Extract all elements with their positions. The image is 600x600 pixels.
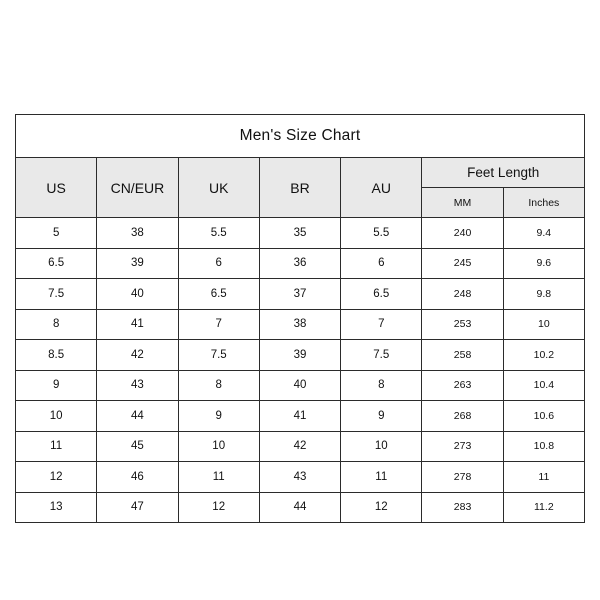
table-row: [16, 431, 585, 462]
cell-inches: 10: [503, 309, 584, 340]
cell-uk: 11: [178, 462, 259, 493]
cell-cn-eur: 38: [97, 218, 178, 249]
column-header-us: US: [16, 158, 97, 218]
cell-cn-eur: 40: [97, 279, 178, 310]
cell-au: 7.5: [341, 340, 422, 371]
cell-inches: 11.2: [503, 492, 584, 523]
cell-us: 10: [16, 401, 97, 432]
cell-cn-eur: 44: [97, 401, 178, 432]
table-row: [16, 309, 585, 340]
cell-br: 38: [259, 309, 340, 340]
column-header-uk: UK: [178, 158, 259, 218]
cell-br: 42: [259, 431, 340, 462]
cell-uk: 9: [178, 401, 259, 432]
table-header-row-primary: [16, 158, 585, 188]
cell-uk: 7: [178, 309, 259, 340]
cell-au: 6: [341, 248, 422, 279]
cell-mm: 258: [422, 340, 503, 371]
cell-cn-eur: 39: [97, 248, 178, 279]
cell-br: 44: [259, 492, 340, 523]
cell-inches: 9.8: [503, 279, 584, 310]
mens-size-chart-table: [15, 114, 585, 523]
column-header-cn-eur: CN/EUR: [97, 158, 178, 218]
cell-au: 5.5: [341, 218, 422, 249]
cell-cn-eur: 46: [97, 462, 178, 493]
cell-inches: 9.4: [503, 218, 584, 249]
cell-au: 11: [341, 462, 422, 493]
column-header-feet-length: Feet Length: [422, 158, 585, 188]
column-header-inches: Inches: [503, 188, 584, 218]
cell-inches: 10.4: [503, 370, 584, 401]
cell-br: 39: [259, 340, 340, 371]
cell-br: 40: [259, 370, 340, 401]
cell-mm: 263: [422, 370, 503, 401]
cell-mm: 268: [422, 401, 503, 432]
cell-mm: 283: [422, 492, 503, 523]
size-chart-container: [15, 114, 585, 523]
cell-au: 9: [341, 401, 422, 432]
cell-uk: 6.5: [178, 279, 259, 310]
page-title: Men's Size Chart: [16, 115, 585, 158]
table-row: [16, 279, 585, 310]
cell-au: 6.5: [341, 279, 422, 310]
cell-uk: 12: [178, 492, 259, 523]
cell-mm: 278: [422, 462, 503, 493]
cell-inches: 11: [503, 462, 584, 493]
cell-inches: 10.6: [503, 401, 584, 432]
cell-us: 5: [16, 218, 97, 249]
cell-au: 10: [341, 431, 422, 462]
column-header-br: BR: [259, 158, 340, 218]
cell-us: 8: [16, 309, 97, 340]
table-row: [16, 370, 585, 401]
cell-us: 13: [16, 492, 97, 523]
cell-au: 12: [341, 492, 422, 523]
cell-uk: 8: [178, 370, 259, 401]
cell-uk: 6: [178, 248, 259, 279]
table-row: [16, 462, 585, 493]
cell-inches: 9.6: [503, 248, 584, 279]
cell-uk: 7.5: [178, 340, 259, 371]
cell-au: 7: [341, 309, 422, 340]
table-row: [16, 492, 585, 523]
cell-inches: 10.2: [503, 340, 584, 371]
cell-br: 36: [259, 248, 340, 279]
table-row: [16, 340, 585, 371]
cell-cn-eur: 41: [97, 309, 178, 340]
cell-au: 8: [341, 370, 422, 401]
cell-inches: 10.8: [503, 431, 584, 462]
cell-mm: 245: [422, 248, 503, 279]
table-row: [16, 401, 585, 432]
cell-uk: 10: [178, 431, 259, 462]
cell-cn-eur: 47: [97, 492, 178, 523]
cell-us: 11: [16, 431, 97, 462]
cell-uk: 5.5: [178, 218, 259, 249]
cell-br: 35: [259, 218, 340, 249]
cell-us: 12: [16, 462, 97, 493]
column-header-au: AU: [341, 158, 422, 218]
cell-us: 9: [16, 370, 97, 401]
cell-us: 7.5: [16, 279, 97, 310]
cell-us: 8.5: [16, 340, 97, 371]
cell-cn-eur: 45: [97, 431, 178, 462]
cell-br: 37: [259, 279, 340, 310]
cell-br: 43: [259, 462, 340, 493]
table-title-row: [16, 115, 585, 158]
column-header-mm: MM: [422, 188, 503, 218]
table-row: [16, 218, 585, 249]
cell-mm: 253: [422, 309, 503, 340]
cell-mm: 273: [422, 431, 503, 462]
cell-us: 6.5: [16, 248, 97, 279]
table-row: [16, 248, 585, 279]
cell-cn-eur: 42: [97, 340, 178, 371]
cell-mm: 248: [422, 279, 503, 310]
cell-mm: 240: [422, 218, 503, 249]
cell-cn-eur: 43: [97, 370, 178, 401]
cell-br: 41: [259, 401, 340, 432]
